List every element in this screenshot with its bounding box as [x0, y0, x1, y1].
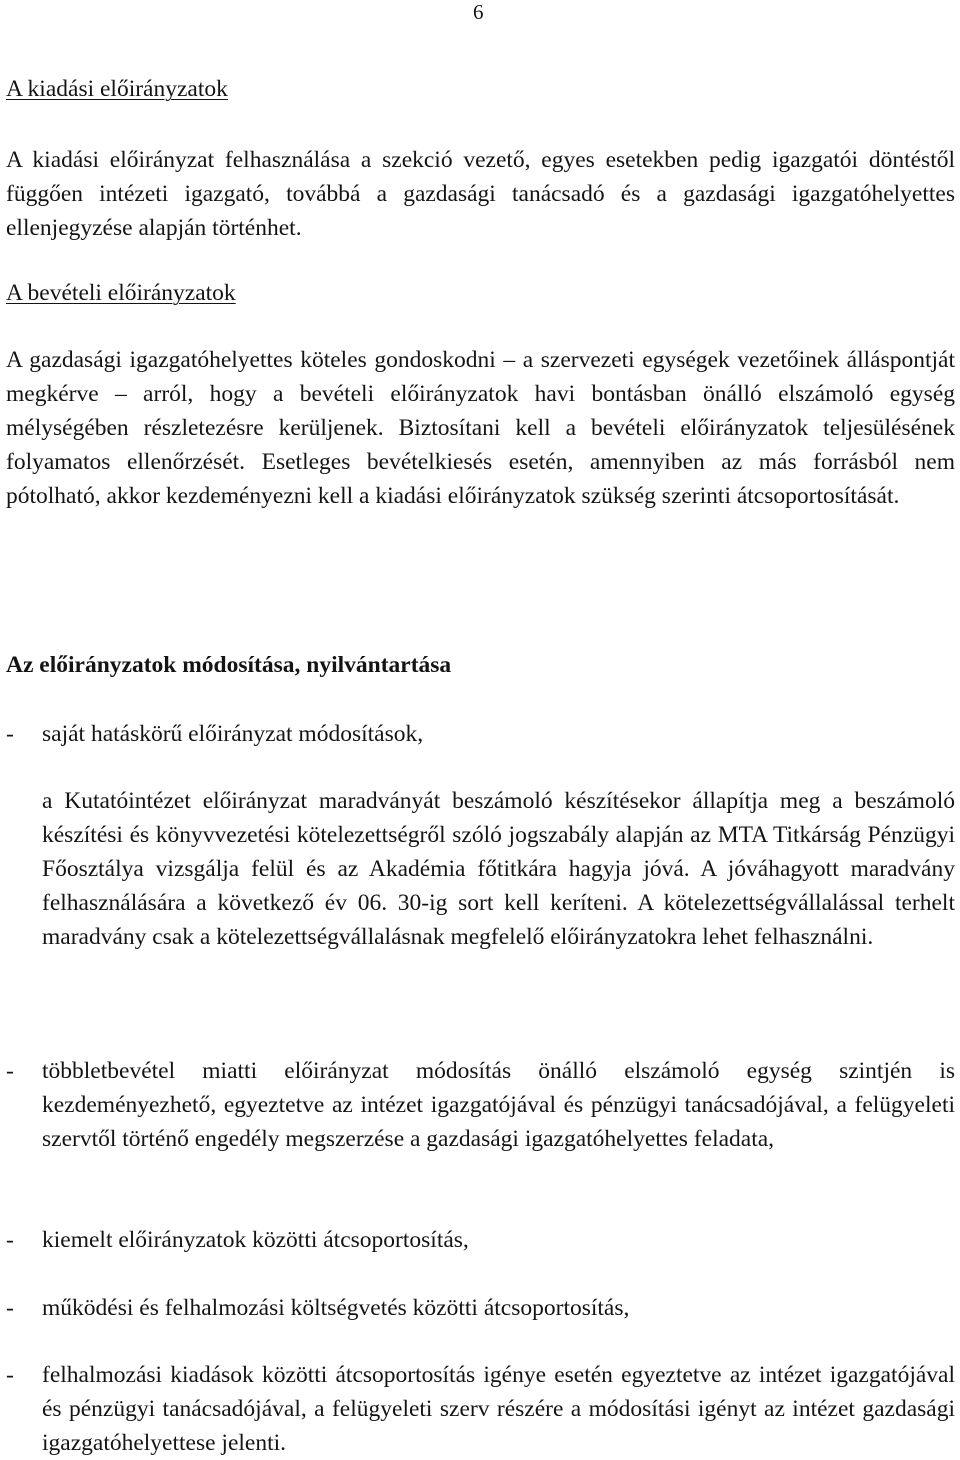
section-heading-expenditure: A kiadási előirányzatok	[6, 76, 228, 102]
list-item-text: működési és felhalmozási költségvetés közötti átcsoportosítás,	[42, 1295, 630, 1321]
list-item-text: saját hatáskörű előirányzat módosítások,	[42, 721, 424, 747]
paragraph-revenue: A gazdasági igazgatóhelyettes köteles gondoskodni – a szervezeti egységek vezetőinek álláspontját megkérve – arról, hogy a bevételi előirányzatok havi bontásban önálló elszámoló egység mélységében részletezésre kerüljenek. Biztosítani kell a bevételi előirányzatok teljesülésének folyamatos ellenőrzését. Esetleges bevételkiesés esetén, amennyiben az más forrásból nem pótolható, akkor kezdeményezni kell a kiadási előirányzatok szükség szerinti átcsoportosítását.	[6, 347, 955, 509]
list-dash: -	[6, 1058, 14, 1084]
list-dash: -	[6, 721, 14, 747]
paragraph-expenditure: A kiadási előirányzat felhasználása a szekció vezető, egyes esetekben pedig igazgatói döntéstől függően intézeti igazgató, továbbá a gazdasági tanácsadó és a gazdasági igazgatóhelyettes ellenjegyzése alapján történhet.	[6, 147, 955, 241]
page-number: 6	[473, 0, 484, 24]
section-heading-modification: Az előirányzatok módosítása, nyilvántartása	[6, 652, 452, 678]
list-dash: -	[6, 1362, 14, 1388]
list-item-text: többletbevétel miatti előirányzat módosítás önálló elszámoló egység szintjén is kezdeményezhető, egyeztetve az intézet igazgatójával és pénzügyi tanácsadójával, a felügyeleti szervtől történő engedély megszerzése a gazdasági igazgatóhelyettes feladata,	[42, 1058, 955, 1152]
list-dash: -	[6, 1227, 14, 1253]
list-item	[6, 1358, 955, 1460]
list-item-text: felhalmozási kiadások közötti átcsoportosítás igénye esetén egyeztetve az intézet igazgatójával és pénzügyi tanácsadójával, a felügyeleti szerv részére a módosítási igényt az intézet gazdasági igazgatóhelyettese jelenti.	[42, 1362, 955, 1456]
list-item	[6, 717, 955, 751]
list-item	[6, 1054, 955, 1156]
list-item	[6, 1223, 955, 1257]
list-item-text: kiemelt előirányzatok közötti átcsoportosítás,	[42, 1227, 469, 1253]
section-heading-revenue: A bevételi előirányzatok	[6, 280, 236, 306]
residue-paragraph: a Kutatóintézet előirányzat maradványát beszámoló készítésekor állapítja meg a beszámoló készítési és könyvvezetési kötelezettségről szóló jogszabály alapján az MTA Titkárság Pénzügyi Főosztálya vizsgálja felül és az Akadémia főtitkára hagyja jóvá. A jóváhagyott maradvány felhasználására a következő év 06. 30-ig sort kell keríteni. A kötelezettségvállalással terhelt maradvány csak a kötelezettségvállalásnak megfelelő előirányzatokra lehet felhasználni.	[42, 788, 955, 950]
list-item	[6, 1291, 955, 1325]
list-dash: -	[6, 1295, 14, 1321]
